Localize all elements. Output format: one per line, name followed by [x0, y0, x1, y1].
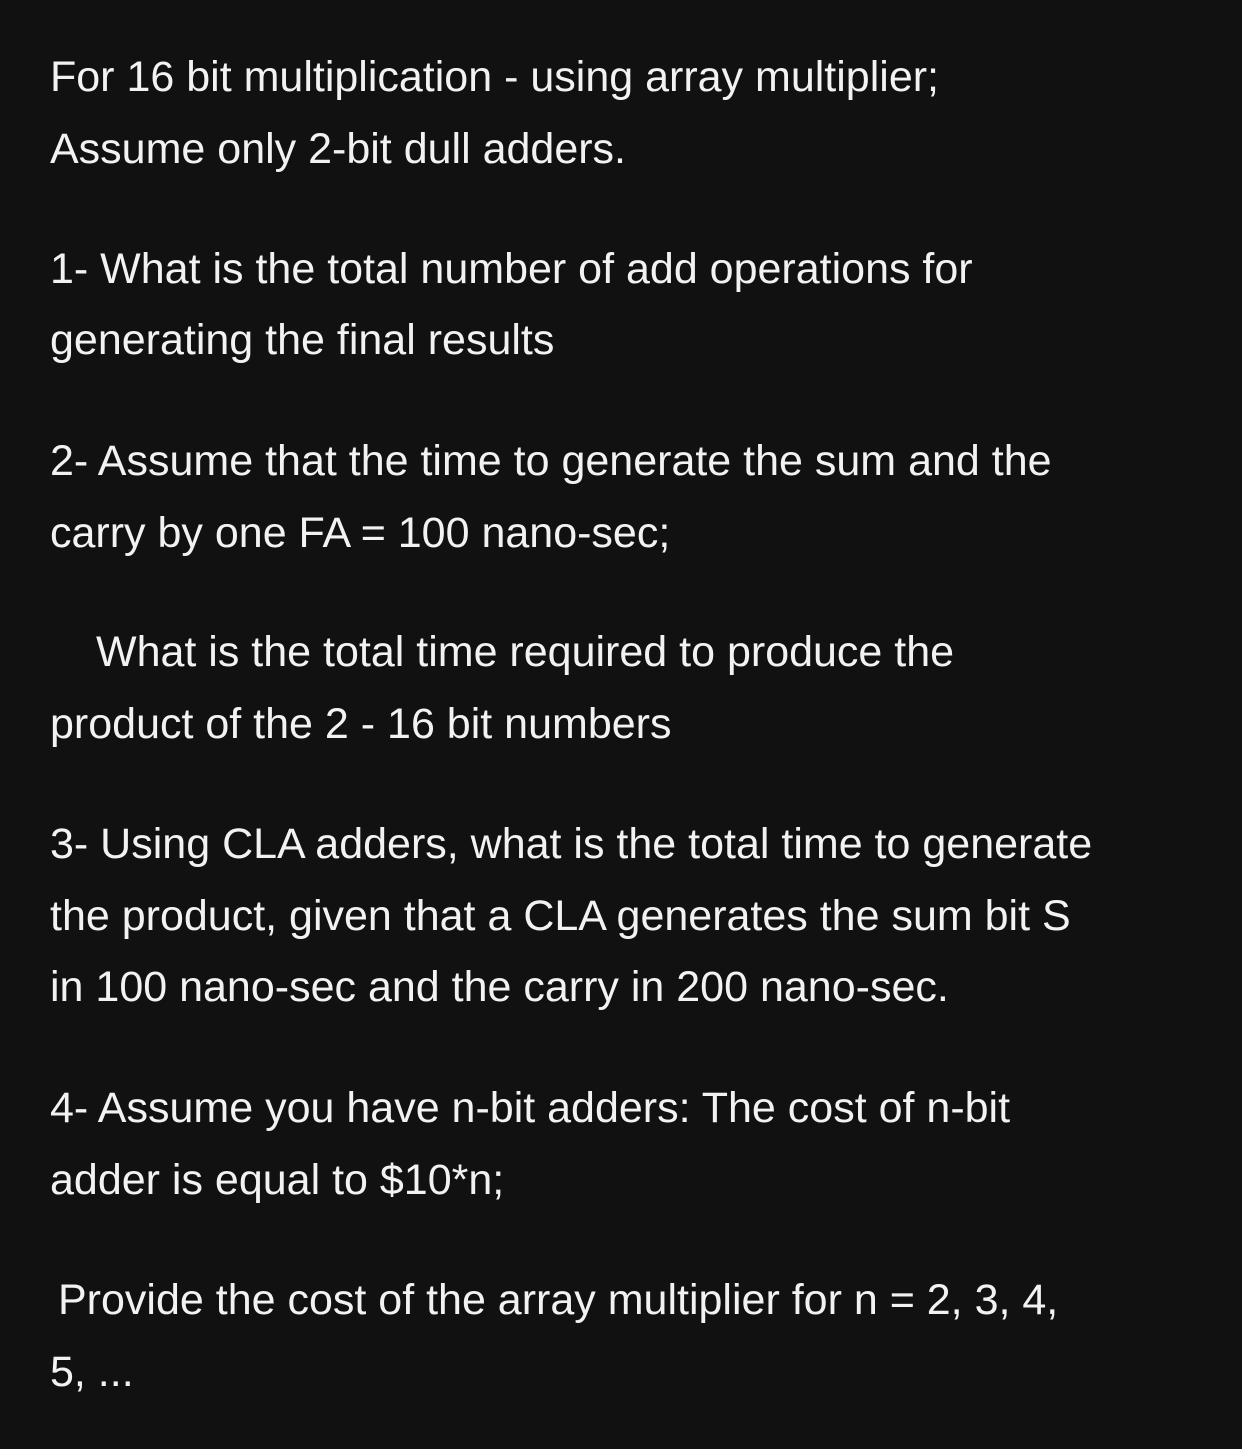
question-4-line-1: 4- Assume you have n-bit adders: The cost of n-bit — [50, 1084, 1011, 1132]
question-1-line-2: generating the final results — [50, 316, 555, 364]
question-3-line-3: in 100 nano-sec and the carry in 200 nano-sec. — [50, 963, 949, 1011]
question-4-line-3: Provide the cost of the array multiplier for n = 2, 3, 4, — [58, 1276, 1059, 1324]
question-2-line-1: 2- Assume that the time to generate the sum and the — [50, 437, 1052, 485]
question-4-line-4: 5, ... — [50, 1348, 134, 1396]
intro-line-1: For 16 bit multiplication - using array multiplier; — [50, 53, 939, 101]
question-2-line-3: What is the total time required to produce the — [96, 628, 955, 676]
question-3-line-2: the product, given that a CLA generates the sum bit S — [50, 892, 1071, 940]
question-2-line-4: product of the 2 - 16 bit numbers — [50, 700, 672, 748]
question-2-line-2: carry by one FA = 100 nano-sec; — [50, 509, 671, 557]
question-3-line-1: 3- Using CLA adders, what is the total time to generate — [50, 820, 1093, 868]
question-4-line-2: adder is equal to $10*n; — [50, 1156, 505, 1204]
question-1-line-1: 1- What is the total number of add operations for — [50, 245, 973, 293]
intro-line-2: Assume only 2-bit dull adders. — [50, 125, 627, 173]
